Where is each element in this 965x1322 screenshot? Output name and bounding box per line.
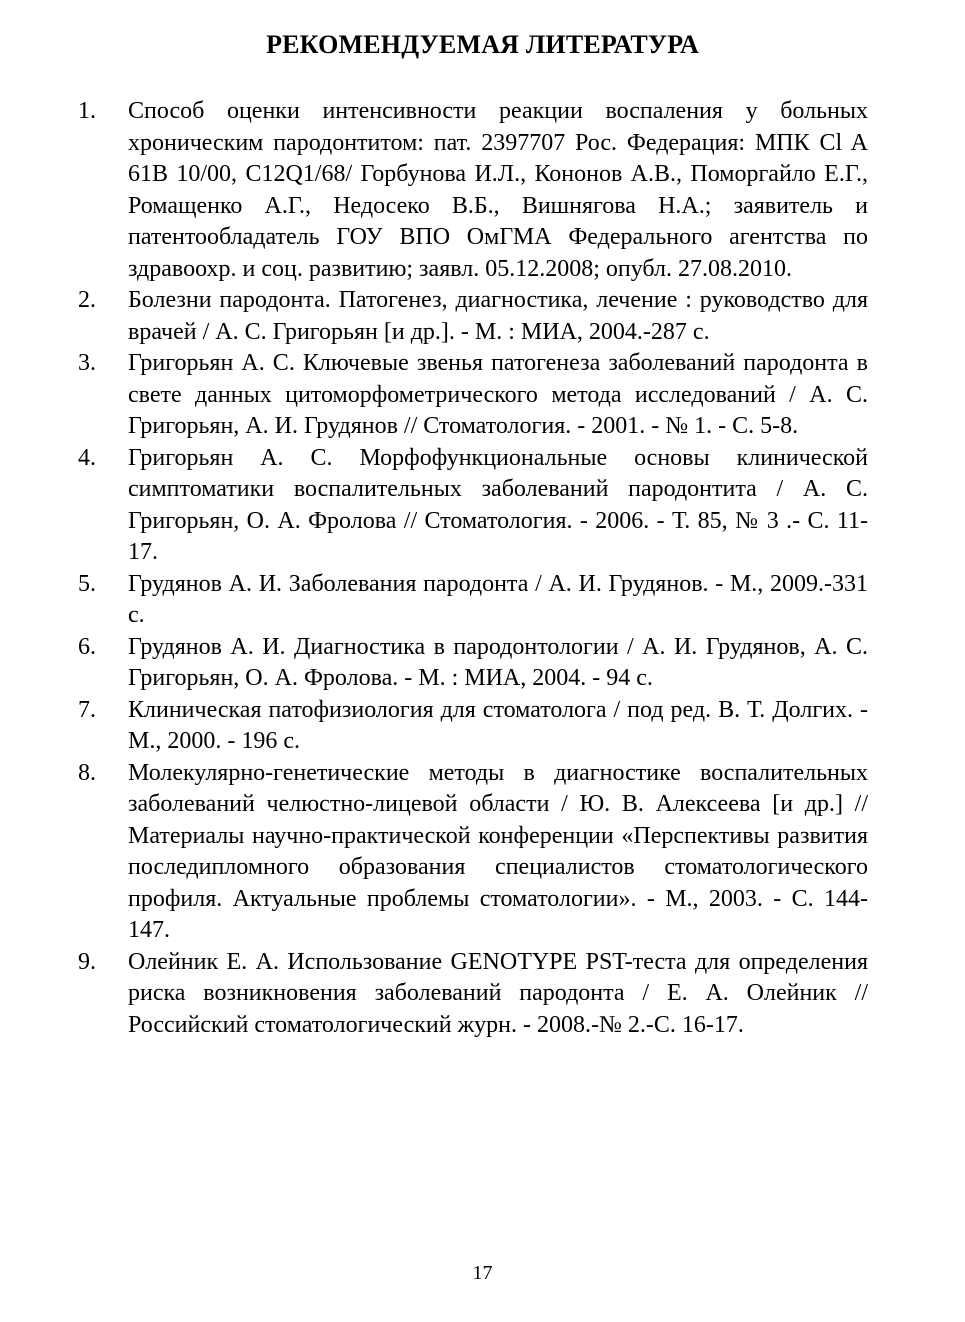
reference-text: Молекулярно-генетические методы в диагностике воспалительных заболеваний челюстно-лицевой области / Ю. В. Алексеева [и др.] // Материалы научно-практической конференции «Перспективы развития последипломного образования специалистов стоматологического профиля. Актуальные проблемы стоматологии». - М., 2003. - С. 144-147. — [128, 759, 868, 943]
reference-text: Болезни пародонта. Патогенез, диагностика, лечение : руководство для врачей / А. С. Григорьян [и др.]. - М. : МИА, 2004.-287 с. — [128, 287, 868, 345]
reference-number: 4. — [78, 444, 96, 471]
reference-item — [0, 695, 965, 758]
page-number: 17 — [472, 1262, 493, 1284]
reference-text: Клиническая патофизиология для стоматолога / под ред. В. Т. Долгих. - М., 2000. - 196 с. — [128, 696, 868, 754]
page-title: РЕКОМЕНДУЕМАЯ ЛИТЕРАТУРА — [266, 30, 699, 59]
reference-text: Способ оценки интенсивности реакции воспаления у больных хроническим пародонтитом: пат. 2397707 Рос. Федерация: МПК Cl A 61B 10/00, C12Q1/68/ Горбунова И.Л., Кононов А.В., Поморгайло Е.Г., Ромащенко А.Г., Недосеко В.Б., Вишнягова Н.А.; заявитель и патентообладатель ГОУ ВПО ОмГМА Федерального агентства по здравоохр. и соц. развитию; заявл. 05.12.2008; опубл. 27.08.2010. — [128, 98, 868, 282]
reference-item — [0, 96, 965, 285]
reference-number: 3. — [78, 350, 96, 376]
reference-number: 7. — [78, 696, 96, 723]
reference-text: Грудянов А. И. Заболевания пародонта / А. И. Грудянов. - М., 2009.-331 с. — [128, 570, 868, 628]
reference-item — [0, 947, 965, 1042]
reference-text: Григорьян А. С. Морфофункциональные основы клинической симптоматики воспалительных заболеваний пародонтита / А. С. Григорьян, О. А. Фролова // Стоматология. - 2006. - Т. 85, № 3 .- С. 11-17. — [128, 444, 868, 565]
reference-item — [0, 569, 965, 632]
reference-text: Грудянов А. И. Диагностика в пародонтологии / А. И. Грудянов, А. С. Григорьян, О. А. Фролова. - М. : МИА, 2004. - 94 с. — [128, 633, 868, 691]
reference-number: 8. — [78, 759, 96, 786]
reference-text: Григорьян А. С. Ключевые звенья патогенеза заболеваний пародонта в свете данных цитоморфометрического метода исследований / А. С. Григорьян, А. И. Грудянов // Стоматология. - 2001. - № 1. - С. 5-8. — [128, 350, 868, 439]
reference-item — [0, 443, 965, 569]
reference-item — [0, 285, 965, 348]
reference-number: 9. — [78, 948, 96, 975]
reference-item — [0, 348, 965, 443]
reference-number: 1. — [78, 98, 96, 124]
reference-text: Олейник Е. А. Использование GENOTYPE PST-теста для определения риска возникновения заболеваний пародонта / Е. А. Олейник // Российский стоматологический журн. - 2008.-№ 2.-С. 16-17. — [128, 948, 868, 1038]
reference-list — [0, 96, 965, 1041]
reference-item — [0, 632, 965, 695]
reference-number: 2. — [78, 287, 96, 313]
reference-number: 6. — [78, 633, 96, 660]
reference-number: 5. — [78, 570, 96, 597]
reference-item — [0, 758, 965, 947]
